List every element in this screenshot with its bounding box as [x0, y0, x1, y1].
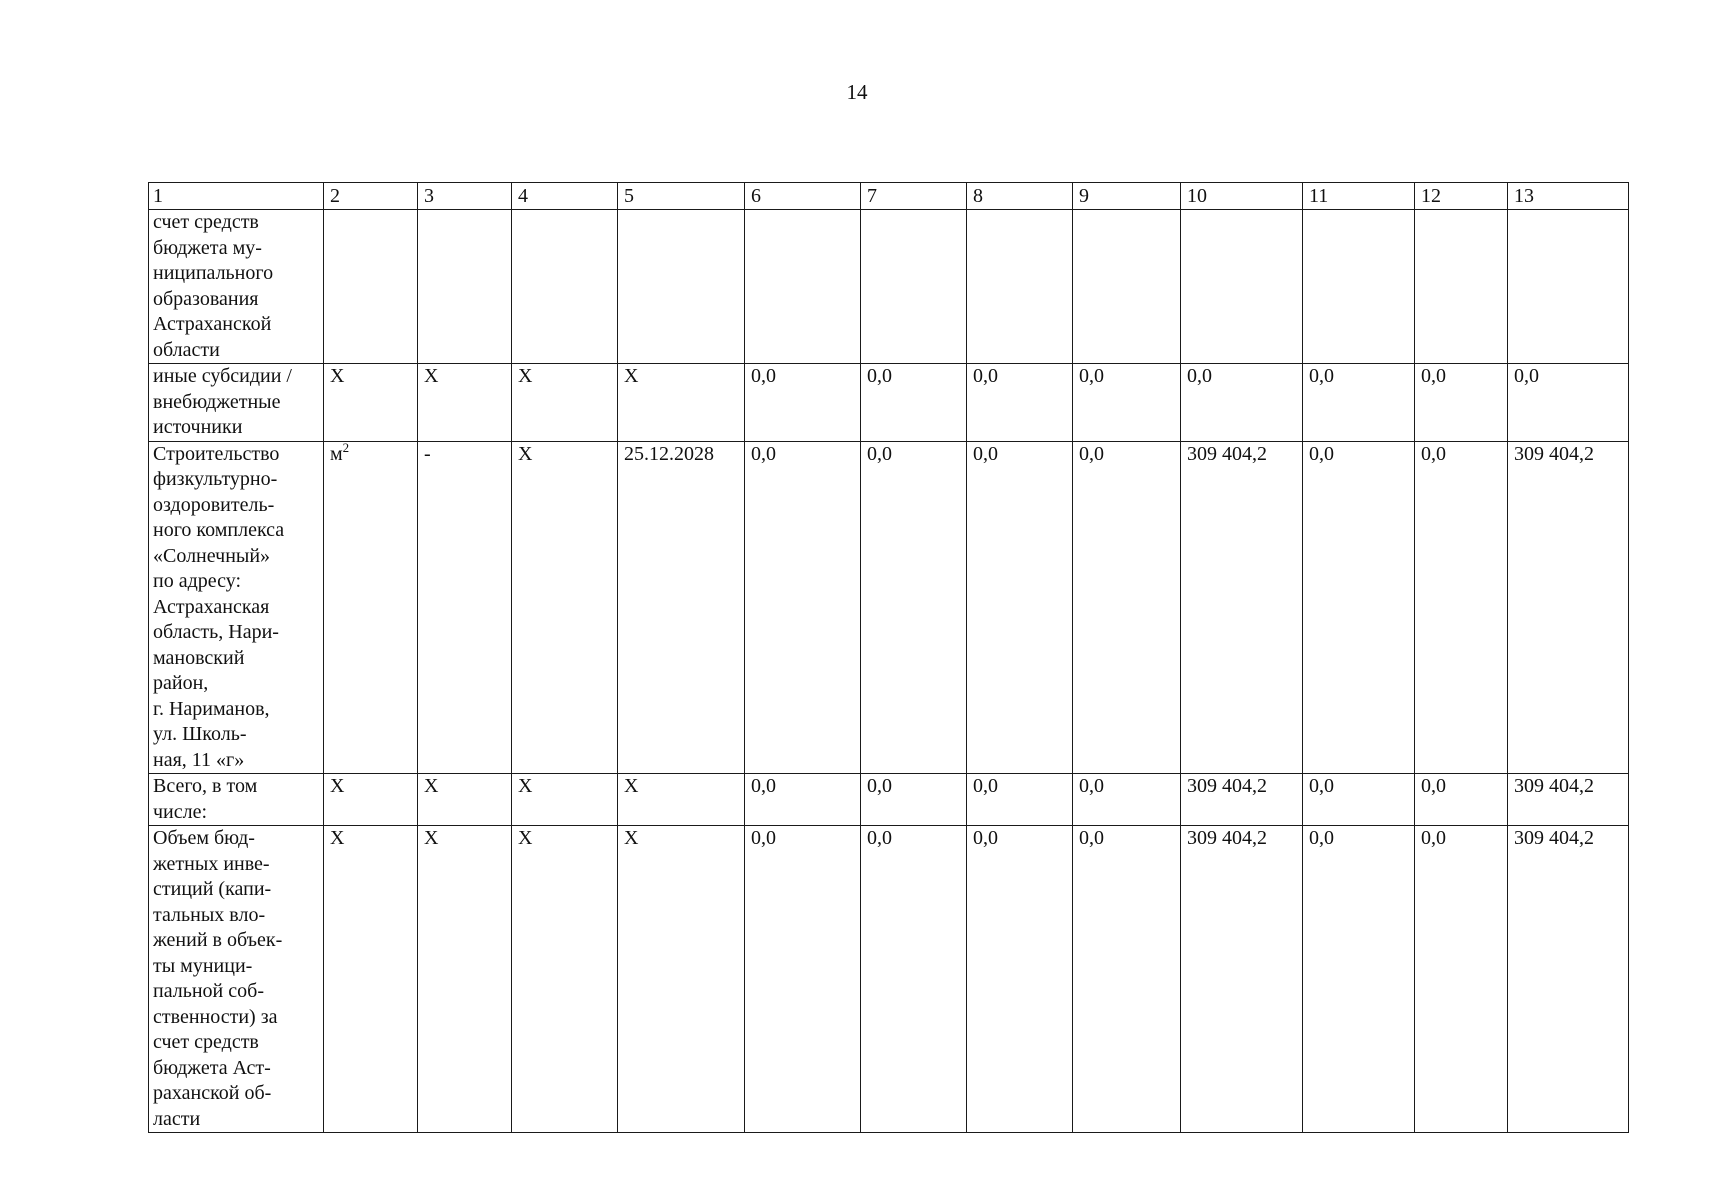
- table-cell: [1181, 210, 1303, 364]
- table-row: [149, 774, 1629, 826]
- table-cell: X: [618, 826, 745, 1133]
- table-cell: 0,0: [745, 826, 861, 1133]
- table-row: [149, 364, 1629, 442]
- table-cell: 0,0: [1303, 774, 1415, 826]
- table-cell: 0,0: [1181, 364, 1303, 442]
- column-number: 5: [618, 183, 745, 210]
- table-cell: X: [618, 364, 745, 442]
- table-cell: 0,0: [967, 364, 1073, 442]
- table-cell: X: [418, 774, 512, 826]
- table-cell: [745, 210, 861, 364]
- table-cell: X: [512, 826, 618, 1133]
- table-cell: 0,0: [745, 364, 861, 442]
- table-cell: 309 404,2: [1181, 774, 1303, 826]
- table-cell: 0,0: [1303, 826, 1415, 1133]
- table-cell: X: [618, 774, 745, 826]
- table-cell: 0,0: [745, 441, 861, 774]
- table-cell: X: [512, 364, 618, 442]
- table-cell: [1508, 210, 1629, 364]
- table-cell: 0,0: [745, 774, 861, 826]
- row-label: Объем бюд- жетных инве- стиций (капи- тальных вло- жений в объек- ты муници- пальной соб- ственности) за счет средств бюджета Аст- раханской об- ласти: [149, 826, 324, 1133]
- column-number: 10: [1181, 183, 1303, 210]
- table-cell: 0,0: [1073, 364, 1181, 442]
- page-number: 14: [846, 80, 868, 104]
- table-cell: 0,0: [1415, 826, 1508, 1133]
- column-number: 3: [418, 183, 512, 210]
- column-number: 8: [967, 183, 1073, 210]
- row-label: Строительство физкультурно- оздоровитель- ного комплекса «Солнечный» по адресу: Астраханская область, Нари- мановский район, г. Нариманов, ул. Школь- ная, 11 «г»: [149, 441, 324, 774]
- table-row: [149, 210, 1629, 364]
- budget-table: [148, 182, 1629, 1133]
- row-label: Всего, в том числе:: [149, 774, 324, 826]
- table-row: [149, 826, 1629, 1133]
- table-cell: 309 404,2: [1181, 826, 1303, 1133]
- row-label: счет средств бюджета му- ниципального образования Астраханской области: [149, 210, 324, 364]
- table-cell: [861, 210, 967, 364]
- column-number: 6: [745, 183, 861, 210]
- column-number: 7: [861, 183, 967, 210]
- table-cell: 309 404,2: [1181, 441, 1303, 774]
- table-cell: 0,0: [1303, 441, 1415, 774]
- table-cell: X: [324, 364, 418, 442]
- table-cell: [1303, 210, 1415, 364]
- table-cell: 0,0: [861, 826, 967, 1133]
- table-cell: 0,0: [1073, 826, 1181, 1133]
- table-cell: X: [324, 774, 418, 826]
- table-cell: 0,0: [1073, 774, 1181, 826]
- table-cell: [512, 210, 618, 364]
- table-cell: 0,0: [1073, 441, 1181, 774]
- table-cell: [1073, 210, 1181, 364]
- table-cell: 0,0: [861, 364, 967, 442]
- column-number: 12: [1415, 183, 1508, 210]
- table-cell: [418, 210, 512, 364]
- table-cell: X: [512, 441, 618, 774]
- table-cell: [1415, 210, 1508, 364]
- table-cell: 309 404,2: [1508, 774, 1629, 826]
- table-cell: 0,0: [1415, 441, 1508, 774]
- table-cell: X: [324, 826, 418, 1133]
- column-number: 11: [1303, 183, 1415, 210]
- table-cell: -: [418, 441, 512, 774]
- unit-text: м: [330, 442, 343, 465]
- unit-cell: [324, 441, 418, 774]
- table-cell: 0,0: [1303, 364, 1415, 442]
- table-cell: [967, 210, 1073, 364]
- row-label: иные субсидии / внебюджетные источники: [149, 364, 324, 442]
- column-number: 9: [1073, 183, 1181, 210]
- unit-superscript: 2: [342, 441, 350, 455]
- table-cell: [618, 210, 745, 364]
- table-cell: X: [512, 774, 618, 826]
- column-number: 4: [512, 183, 618, 210]
- column-number: 13: [1508, 183, 1629, 210]
- table-cell: 0,0: [1508, 364, 1629, 442]
- table-cell: X: [418, 364, 512, 442]
- table-cell: 0,0: [967, 774, 1073, 826]
- table-cell: 0,0: [967, 826, 1073, 1133]
- table-cell: X: [418, 826, 512, 1133]
- table-cell: 0,0: [967, 441, 1073, 774]
- table-cell: 0,0: [1415, 364, 1508, 442]
- table-row: [149, 441, 1629, 774]
- table-cell: [324, 210, 418, 364]
- column-number: 1: [149, 183, 324, 210]
- table-cell: 309 404,2: [1508, 826, 1629, 1133]
- table-cell: 25.12.2028: [618, 441, 745, 774]
- table-cell: 0,0: [1415, 774, 1508, 826]
- column-number: 2: [324, 183, 418, 210]
- table-cell: 309 404,2: [1508, 441, 1629, 774]
- table-cell: 0,0: [861, 441, 967, 774]
- table-cell: 0,0: [861, 774, 967, 826]
- table-header-row: [149, 183, 1629, 210]
